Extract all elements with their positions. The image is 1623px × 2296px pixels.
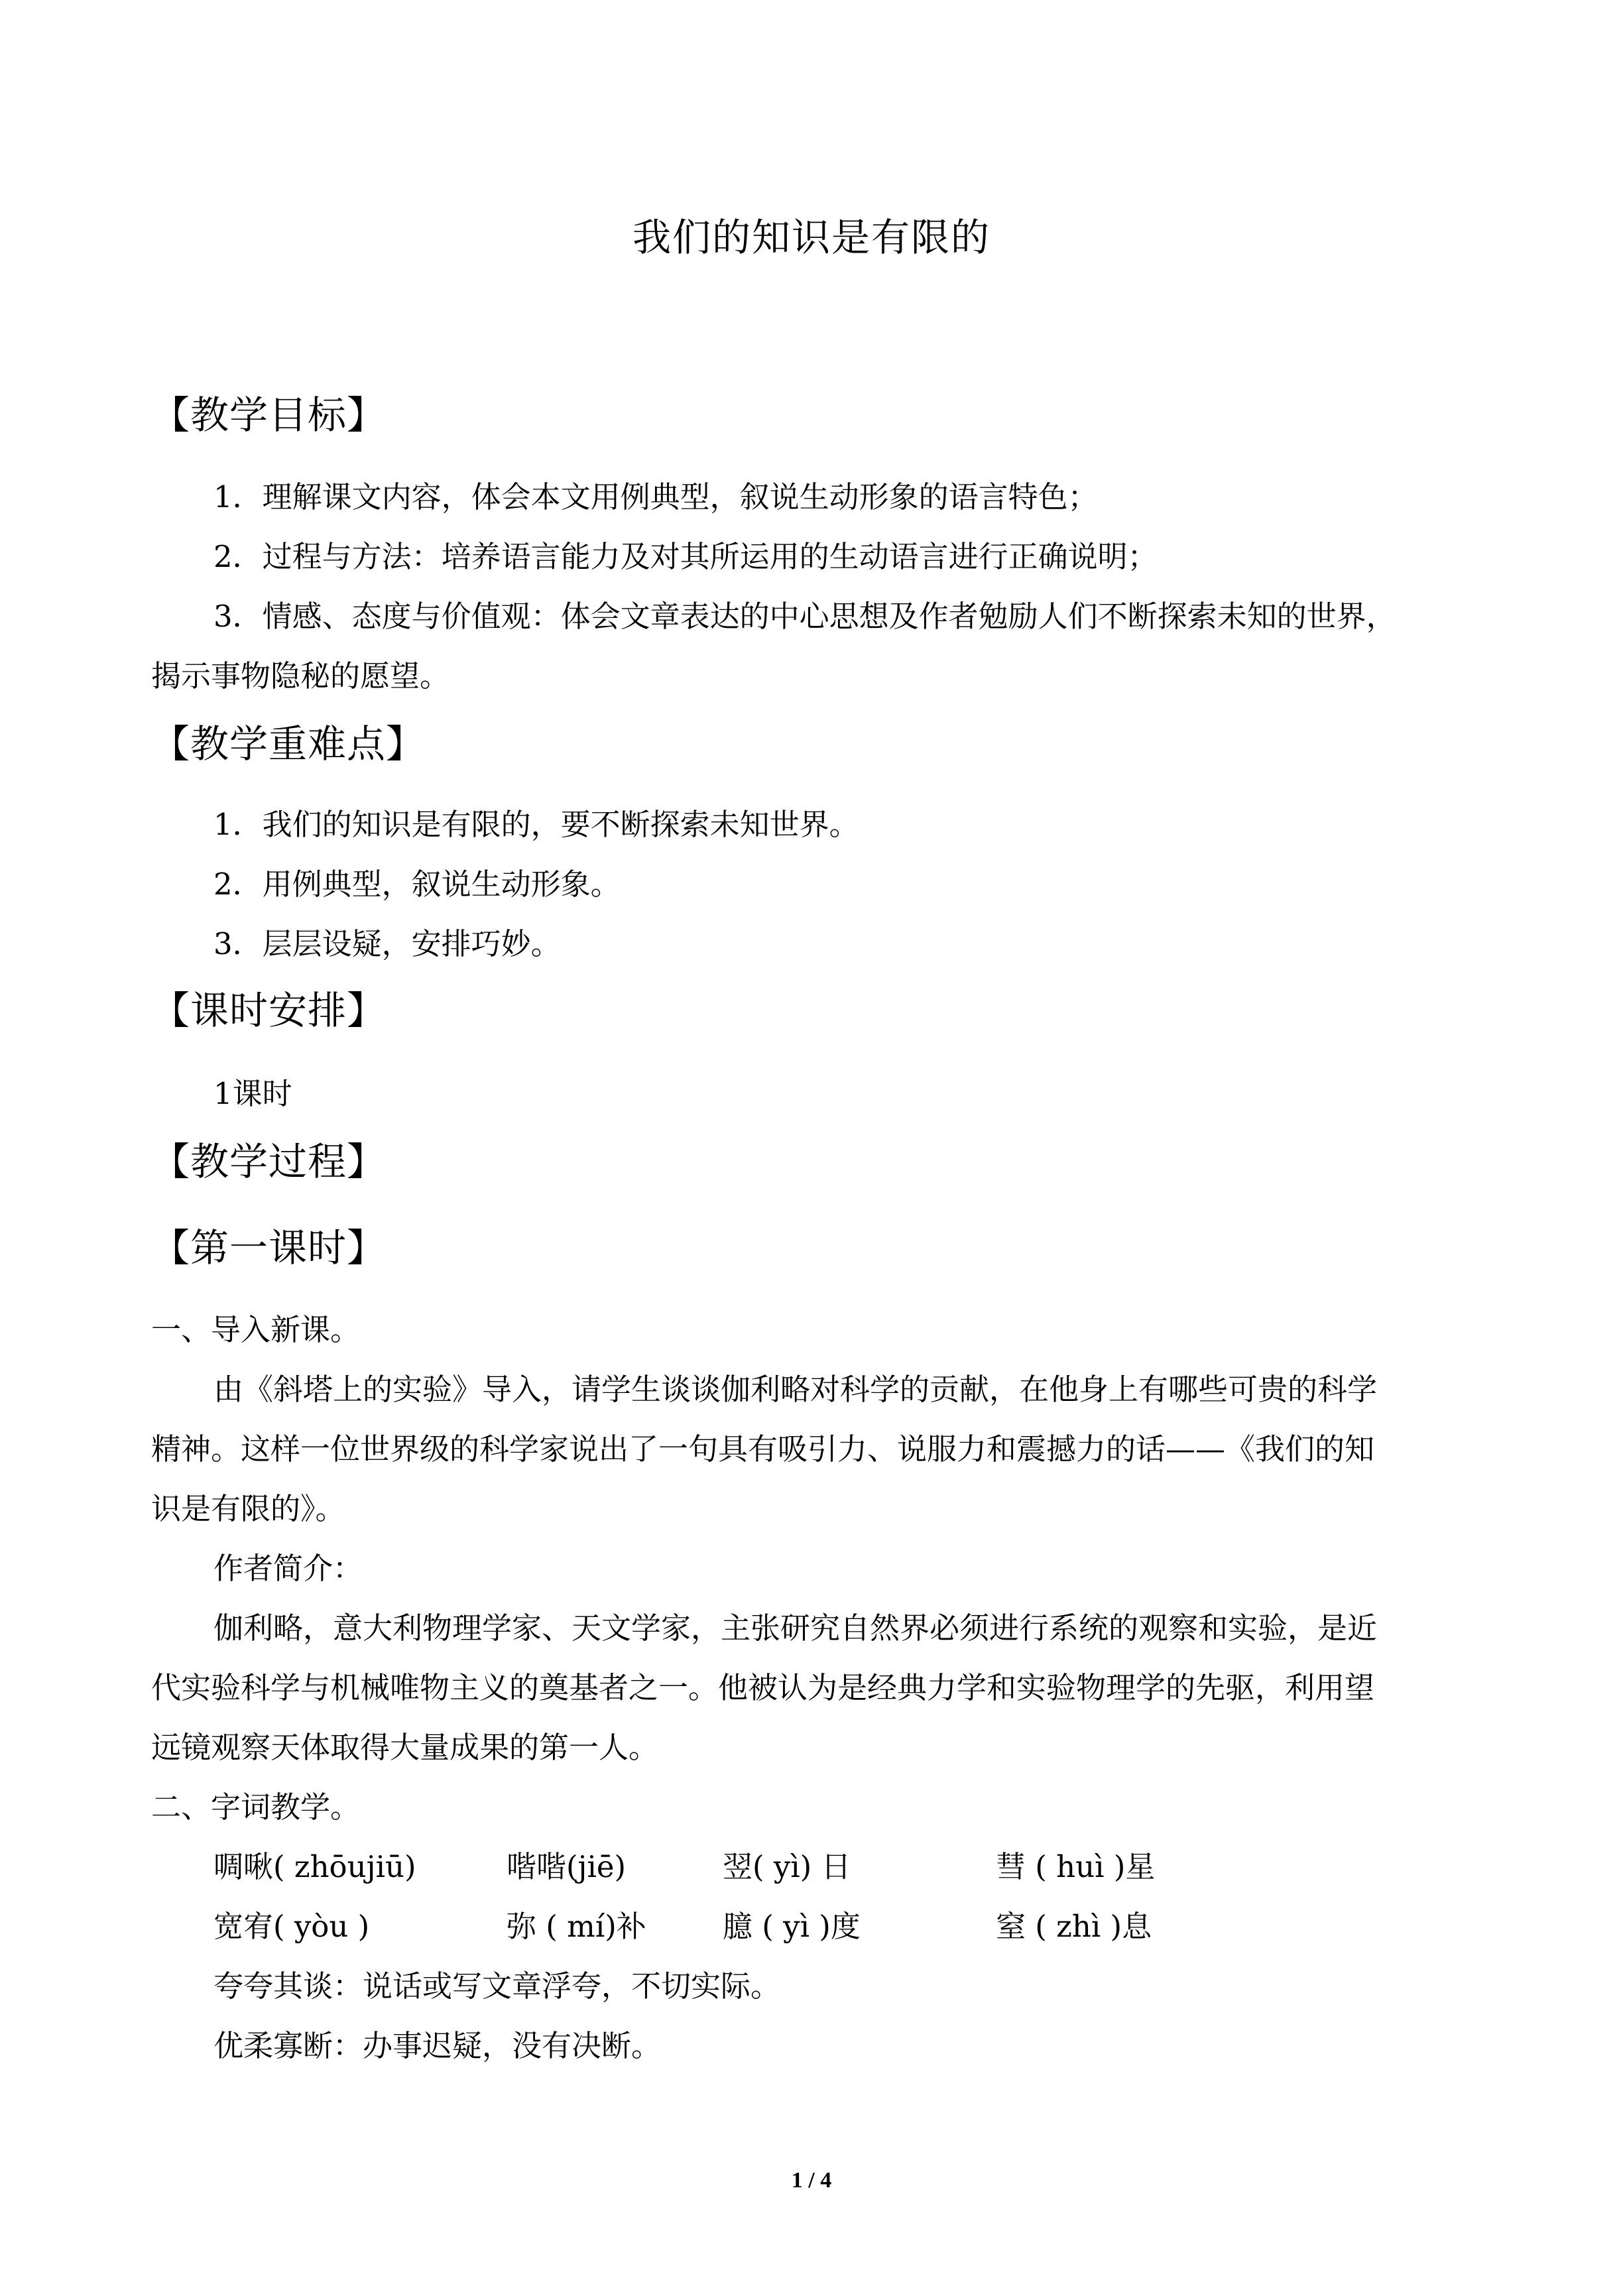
key-point-2: 2．用例典型，叙说生动形象。 — [213, 867, 621, 902]
goal-item-1: 1．理解课文内容，体会本文用例典型，叙说生动形象的语言特色； — [213, 479, 1098, 514]
part1-title: 一、导入新课。 — [151, 1312, 361, 1347]
vocab-word: 啁啾( zhōujiū) — [213, 1849, 416, 1884]
vocab-word: 翌( yì) 日 — [723, 1849, 851, 1884]
goal-item-2: 2．过程与方法：培养语言能力及对其所运用的生动语言进行正确说明； — [213, 539, 1158, 574]
vocab-word: 窒 ( zhì )息 — [996, 1909, 1152, 1944]
idiom-definition-2: 优柔寡断：办事迟疑，没有决断。 — [213, 2028, 662, 2063]
author-paragraph-line-1: 伽利略，意大利物理学家、天文学家，主张研究自然界必须进行系统的观察和实验，是近 — [213, 1610, 1378, 1646]
key-point-1: 1．我们的知识是有限的，要不断探索未知世界。 — [213, 807, 859, 842]
author-label: 作者简介： — [213, 1551, 363, 1586]
author-paragraph-line-2: 代实验科学与机械唯物主义的奠基者之一。他被认为是经典力学和实验物理学的先驱，利用望 — [151, 1670, 1375, 1705]
vocab-word: 喈喈(jiē) — [507, 1849, 627, 1884]
vocab-word: 弥 ( mí)补 — [507, 1909, 646, 1944]
vocab-word: 臆 ( yì )度 — [723, 1909, 861, 1944]
goal-item-3-continued: 揭示事物隐秘的愿望。 — [151, 658, 450, 694]
page-title: 我们的知识是有限的 — [632, 215, 991, 260]
part1-paragraph-line-1: 由《斜塔上的实验》导入，请学生谈谈伽利略对科学的贡献，在他身上有哪些可贵的科学 — [213, 1372, 1378, 1407]
part1-paragraph-line-3: 识是有限的》。 — [151, 1491, 345, 1526]
part1-paragraph-line-2: 精神。这样一位世界级的科学家说出了一句具有吸引力、说服力和震撼力的话——《我们的知 — [151, 1431, 1375, 1467]
author-paragraph-line-3: 远镜观察天体取得大量成果的第一人。 — [151, 1730, 659, 1765]
part2-title: 二、字词教学。 — [151, 1789, 361, 1825]
page-number: 1 / 4 — [791, 2168, 832, 2193]
vocab-word: 宽宥( yòu ) — [213, 1909, 370, 1944]
heading-lesson-1: 【第一课时】 — [151, 1225, 387, 1270]
schedule-text: 1课时 — [213, 1076, 292, 1111]
heading-schedule: 【课时安排】 — [151, 988, 387, 1033]
key-point-3: 3．层层设疑，安排巧妙。 — [213, 926, 561, 961]
heading-teaching-goals: 【教学目标】 — [151, 393, 387, 438]
idiom-definition-1: 夸夸其谈：说话或写文章浮夸，不切实际。 — [213, 1968, 781, 2004]
goal-item-3: 3．情感、态度与价值观：体会文章表达的中心思想及作者勉励人们不断探索未知的世界， — [213, 599, 1396, 634]
vocab-word: 彗 ( huì )星 — [996, 1849, 1156, 1884]
heading-key-points: 【教学重难点】 — [151, 721, 426, 766]
heading-process: 【教学过程】 — [151, 1139, 387, 1184]
